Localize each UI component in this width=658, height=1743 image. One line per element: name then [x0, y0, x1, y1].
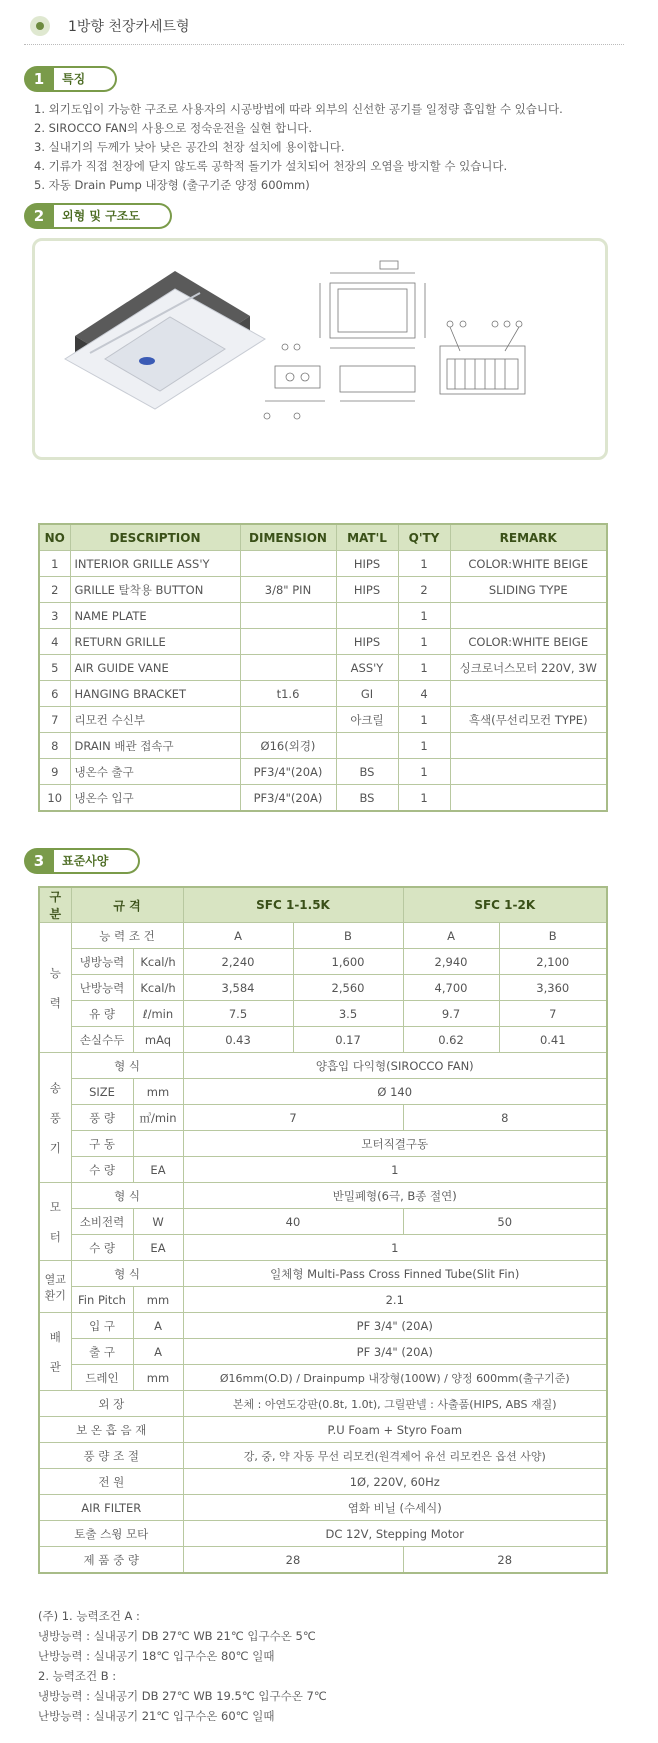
table-header-row [39, 887, 607, 923]
cell: PF 3/4" (20A) [183, 1313, 607, 1339]
row-label: 난방능력 [71, 975, 133, 1001]
table-row [39, 1443, 607, 1469]
cell: 28 [403, 1547, 607, 1574]
table-row [39, 1001, 607, 1027]
table-cell: SLIDING TYPE [450, 577, 607, 603]
cell: 1Ø, 220V, 60Hz [183, 1469, 607, 1495]
note-line: 냉방능력 : 실내공기 DB 27℃ WB 19.5℃ 입구수온 7℃ [38, 1689, 327, 1703]
section-number: 2 [24, 203, 54, 229]
section-number: 1 [24, 66, 54, 92]
cell: 2,940 [403, 949, 499, 975]
cell: 9.7 [403, 1001, 499, 1027]
unit: A [133, 1339, 183, 1365]
table-row [39, 577, 607, 603]
cell: 3,360 [499, 975, 607, 1001]
cell: 반밀폐형(6극, B종 절연) [183, 1183, 607, 1209]
col-header: DESCRIPTION [70, 524, 240, 551]
table-row [39, 1339, 607, 1365]
table-cell: 2 [39, 577, 70, 603]
table-cell: 4 [398, 681, 450, 707]
table-row [39, 1391, 607, 1417]
table-row [39, 759, 607, 785]
cell: 8 [403, 1105, 607, 1131]
cell: 28 [183, 1547, 403, 1574]
table-row [39, 1053, 607, 1079]
unit: W [133, 1209, 183, 1235]
group-label: 능 력 [39, 923, 71, 1053]
table-cell [240, 707, 336, 733]
table-cell [240, 655, 336, 681]
row-label: 능 력 조 건 [71, 923, 183, 949]
table-row [39, 975, 607, 1001]
col-header: REMARK [450, 524, 607, 551]
unit: mm [133, 1365, 183, 1391]
table-row [39, 1313, 607, 1339]
table-row [39, 1261, 607, 1287]
row-label: 손실수두 [71, 1027, 133, 1053]
cell: 염화 비닐 (수세식) [183, 1495, 607, 1521]
table-cell: 싱크로너스모터 220V, 3W [450, 655, 607, 681]
note-line: (주) 1. 능력조건 A : [38, 1609, 140, 1623]
unit: mm [133, 1079, 183, 1105]
top-view-drawing [320, 261, 425, 348]
cell: 0.17 [293, 1027, 403, 1053]
unit: mAq [133, 1027, 183, 1053]
table-cell: t1.6 [240, 681, 336, 707]
table-row [39, 1027, 607, 1053]
feature-item: 5. 자동 Drain Pump 내장형 (출구기준 양정 600mm) [34, 178, 310, 192]
table-cell: HIPS [336, 577, 398, 603]
row-label: 냉방능력 [71, 949, 133, 975]
cell: 40 [183, 1209, 403, 1235]
unit: Kcal/h [133, 949, 183, 975]
cell: 7.5 [183, 1001, 293, 1027]
unit: ㎥/min [133, 1105, 183, 1131]
table-cell [450, 681, 607, 707]
table-cell: NAME PLATE [70, 603, 240, 629]
cell: 4,700 [403, 975, 499, 1001]
note-line: 2. 능력조건 B : [38, 1669, 117, 1683]
table-cell [450, 603, 607, 629]
table-cell: HANGING BRACKET [70, 681, 240, 707]
note-line: 난방능력 : 실내공기 18℃ 입구수온 80℃ 일때 [38, 1649, 275, 1663]
table-row [39, 1209, 607, 1235]
table-row [39, 949, 607, 975]
table-cell: 4 [39, 629, 70, 655]
table-row [39, 1521, 607, 1547]
table-header-row [39, 524, 607, 551]
col-header: MAT'L [336, 524, 398, 551]
table-cell: COLOR:WHITE BEIGE [450, 551, 607, 577]
col-header: 구분 [39, 887, 71, 923]
table-cell: Ø16(외경) [240, 733, 336, 759]
table-row [39, 1131, 607, 1157]
bullet-icon [30, 16, 50, 36]
row-label: 토출 스윙 모타 [39, 1521, 183, 1547]
cell: 0.62 [403, 1027, 499, 1053]
table-cell: 1 [398, 603, 450, 629]
cell: 7 [499, 1001, 607, 1027]
structure-figure [32, 238, 608, 460]
table-row [39, 1365, 607, 1391]
cell: 7 [183, 1105, 403, 1131]
cell: 2,560 [293, 975, 403, 1001]
cell: 1 [183, 1235, 607, 1261]
group-label: 송 풍 기 [39, 1053, 71, 1183]
table-cell: HIPS [336, 551, 398, 577]
row-label: 보 온 흡 음 재 [39, 1417, 183, 1443]
table-cell [240, 603, 336, 629]
cell: A [403, 923, 499, 949]
table-row [39, 681, 607, 707]
cell: 2,100 [499, 949, 607, 975]
row-label: 드레인 [71, 1365, 133, 1391]
group-label: 열교 환기 [39, 1261, 71, 1313]
table-cell: 7 [39, 707, 70, 733]
row-label: 출 구 [71, 1339, 133, 1365]
table-row [39, 1547, 607, 1574]
table-row [39, 1417, 607, 1443]
model-header: SFC 1-2K [403, 887, 607, 923]
table-row [39, 733, 607, 759]
cell: B [499, 923, 607, 949]
cell: 2.1 [183, 1287, 607, 1313]
side-view-drawing [264, 321, 525, 419]
feature-item: 2. SIROCCO FAN의 사용으로 정숙운전을 실현 합니다. [34, 121, 313, 135]
table-cell [450, 785, 607, 812]
row-label: 유 량 [71, 1001, 133, 1027]
table-row [39, 1287, 607, 1313]
page-title-row [24, 10, 624, 45]
table-cell: 2 [398, 577, 450, 603]
table-row [39, 551, 607, 577]
col-header: Q'TY [398, 524, 450, 551]
unit: EA [133, 1157, 183, 1183]
unit: Kcal/h [133, 975, 183, 1001]
cell: 일체형 Multi-Pass Cross Finned Tube(Slit Fin) [183, 1261, 607, 1287]
cell: P.U Foam + Styro Foam [183, 1417, 607, 1443]
table-cell: PF3/4"(20A) [240, 785, 336, 812]
row-label: 풍 량 [71, 1105, 133, 1131]
row-label: 수 량 [71, 1235, 133, 1261]
table-cell: DRAIN 배관 접속구 [70, 733, 240, 759]
col-header: DIMENSION [240, 524, 336, 551]
table-cell: 흑색(무선리모컨 TYPE) [450, 707, 607, 733]
cell: 50 [403, 1209, 607, 1235]
cell: 1,600 [293, 949, 403, 975]
row-label: 입 구 [71, 1313, 133, 1339]
group-label: 배 관 [39, 1313, 71, 1391]
table-cell: PF3/4"(20A) [240, 759, 336, 785]
cell: PF 3/4" (20A) [183, 1339, 607, 1365]
cell: 0.43 [183, 1027, 293, 1053]
cell: 모터직결구동 [183, 1131, 607, 1157]
section-label: 특징 [54, 66, 117, 92]
table-cell: COLOR:WHITE BEIGE [450, 629, 607, 655]
row-label: SIZE [71, 1079, 133, 1105]
model-header: SFC 1-1.5K [183, 887, 403, 923]
table-cell: 5 [39, 655, 70, 681]
col-header: NO [39, 524, 70, 551]
table-cell: 1 [398, 733, 450, 759]
section-label: 표준사양 [54, 848, 140, 874]
table-cell [336, 603, 398, 629]
row-label: 풍 량 조 절 [39, 1443, 183, 1469]
table-cell: 1 [398, 551, 450, 577]
table-row [39, 785, 607, 812]
cell: B [293, 923, 403, 949]
table-cell: 10 [39, 785, 70, 812]
table-cell: GRILLE 탈착용 BUTTON [70, 577, 240, 603]
table-cell [450, 759, 607, 785]
row-label: 형 식 [71, 1053, 183, 1079]
table-row [39, 1183, 607, 1209]
unit: ℓ/min [133, 1001, 183, 1027]
table-cell: 1 [39, 551, 70, 577]
note-line: 냉방능력 : 실내공기 DB 27℃ WB 21℃ 입구수온 5℃ [38, 1629, 316, 1643]
unit: A [133, 1313, 183, 1339]
section-number: 3 [24, 848, 54, 874]
table-cell: 1 [398, 785, 450, 812]
table-cell: INTERIOR GRILLE ASS'Y [70, 551, 240, 577]
row-label: 형 식 [71, 1183, 183, 1209]
table-row [39, 1235, 607, 1261]
cell: 3.5 [293, 1001, 403, 1027]
table-cell: 6 [39, 681, 70, 707]
note-line: 난방능력 : 실내공기 21℃ 입구수온 60℃ 일때 [38, 1709, 275, 1723]
table-cell [336, 733, 398, 759]
cell: 3,584 [183, 975, 293, 1001]
table-cell: 냉온수 입구 [70, 785, 240, 812]
table-row [39, 1495, 607, 1521]
table-cell: GI [336, 681, 398, 707]
table-cell: 9 [39, 759, 70, 785]
table-cell [450, 733, 607, 759]
row-label: 제 품 중 량 [39, 1547, 183, 1574]
table-cell: ASS'Y [336, 655, 398, 681]
row-label: 소비전력 [71, 1209, 133, 1235]
feature-item: 4. 기류가 직접 천장에 닫지 않도록 공학적 돌기가 설치되어 천장의 오염을 방지할 수 있습니다. [34, 159, 508, 173]
table-cell: BS [336, 785, 398, 812]
table-cell: 1 [398, 655, 450, 681]
row-label: 외 장 [39, 1391, 183, 1417]
group-label: 모 터 [39, 1183, 71, 1261]
row-label: 수 량 [71, 1157, 133, 1183]
table-cell: BS [336, 759, 398, 785]
table-cell: AIR GUIDE VANE [70, 655, 240, 681]
feature-list [34, 100, 634, 195]
table-row [39, 1157, 607, 1183]
cell: Ø16mm(O.D) / Drainpump 내장형(100W) / 양정 600mm(출구기준) [183, 1365, 607, 1391]
feature-item: 3. 실내기의 두께가 낮아 낮은 공간의 천장 설치에 용이합니다. [34, 140, 345, 154]
cell: 2,240 [183, 949, 293, 975]
table-cell: 아크릴 [336, 707, 398, 733]
cell: 0.41 [499, 1027, 607, 1053]
row-label: 형 식 [71, 1261, 183, 1287]
spec-table [38, 886, 608, 1574]
page-title: 1방향 천장카세트형 [68, 19, 190, 35]
table-row [39, 707, 607, 733]
cell: 양흡입 다익형(SIROCCO FAN) [183, 1053, 607, 1079]
table-cell: HIPS [336, 629, 398, 655]
table-row [39, 1105, 607, 1131]
table-cell: RETURN GRILLE [70, 629, 240, 655]
table-cell: 리모컨 수신부 [70, 707, 240, 733]
unit-drawing [35, 241, 605, 457]
unit: mm [133, 1287, 183, 1313]
cell: DC 12V, Stepping Motor [183, 1521, 607, 1547]
table-cell: 냉온수 출구 [70, 759, 240, 785]
row-label: 전 원 [39, 1469, 183, 1495]
table-cell [240, 629, 336, 655]
table-row [39, 1079, 607, 1105]
table-row [39, 923, 607, 949]
section-label: 외형 및 구조도 [54, 203, 172, 229]
table-row [39, 629, 607, 655]
row-label: Fin Pitch [71, 1287, 133, 1313]
notes [38, 1606, 327, 1726]
table-cell: 3/8" PIN [240, 577, 336, 603]
table-row [39, 1469, 607, 1495]
row-label: 구 동 [71, 1131, 133, 1157]
cell: 강, 중, 약 자동 무선 리모컨(원격제어 유선 리모컨은 옵션 사양) [183, 1443, 607, 1469]
table-cell: 1 [398, 759, 450, 785]
unit: EA [133, 1235, 183, 1261]
cell: 1 [183, 1157, 607, 1183]
table-row [39, 655, 607, 681]
cell: A [183, 923, 293, 949]
table-cell [240, 551, 336, 577]
row-label: AIR FILTER [39, 1495, 183, 1521]
table-row [39, 603, 607, 629]
table-cell: 1 [398, 629, 450, 655]
cell: 본체 : 아연도강판(0.8t, 1.0t), 그릴판넬 : 사출품(HIPS, ABS 재질) [183, 1391, 607, 1417]
unit [133, 1131, 183, 1157]
col-header: 규 격 [71, 887, 183, 923]
table-cell: 8 [39, 733, 70, 759]
table-cell: 3 [39, 603, 70, 629]
feature-item: 1. 외기도입이 가능한 구조로 사용자의 시공방법에 따라 외부의 신선한 공기를 일정량 흡입할 수 있습니다. [34, 102, 563, 116]
cell: Ø 140 [183, 1079, 607, 1105]
unit-photo [65, 271, 265, 409]
table-cell: 1 [398, 707, 450, 733]
parts-table [38, 523, 608, 812]
